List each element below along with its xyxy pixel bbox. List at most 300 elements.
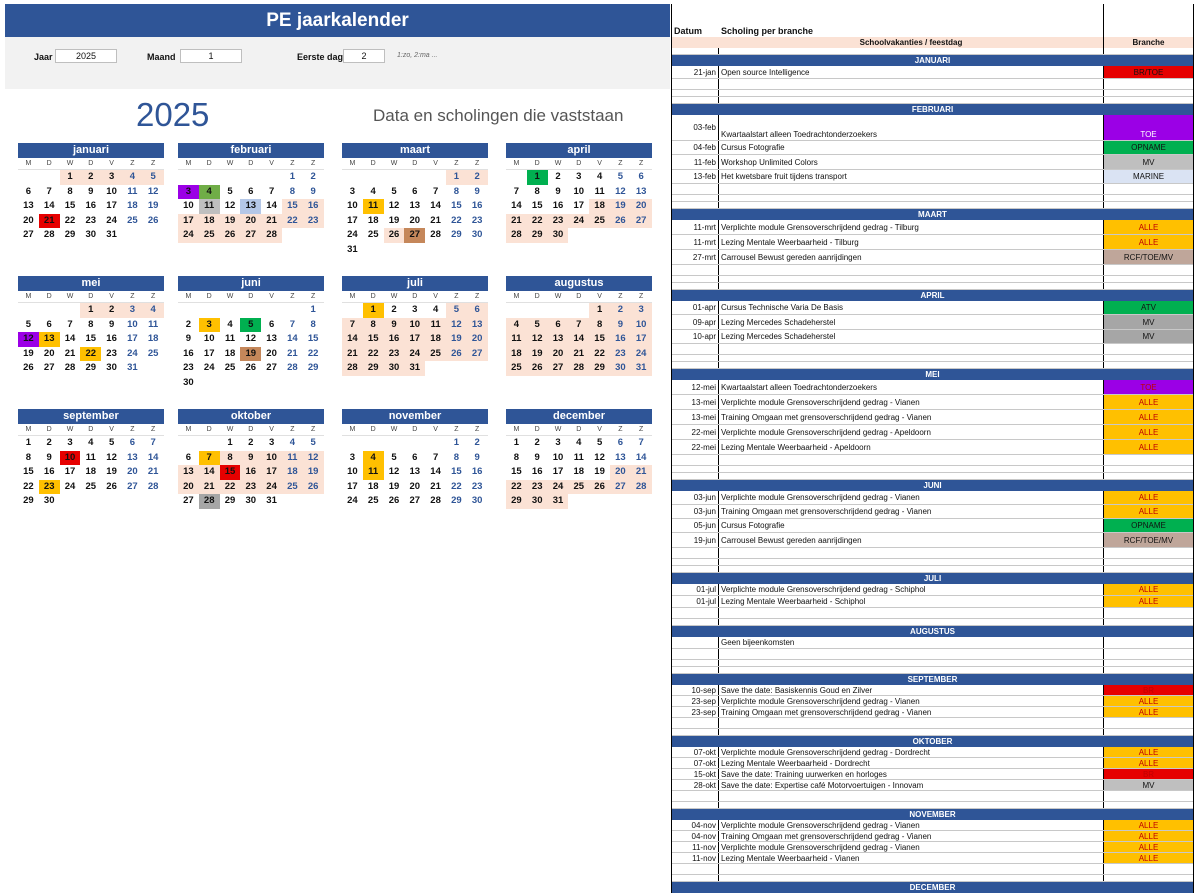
day-cell[interactable]: 24 [347,495,358,507]
day-cell[interactable]: 17 [552,466,564,478]
day-cell[interactable]: 15 [589,332,610,347]
day-cell[interactable]: 13 [240,199,261,214]
day-cell[interactable]: 9 [88,185,94,197]
table-row[interactable] [672,696,1193,707]
day-cell[interactable]: 23 [240,480,261,495]
day-cell[interactable]: 5 [310,437,316,448]
day-cell[interactable]: 26 [527,361,548,376]
table-row[interactable] [672,425,1193,440]
day-cell[interactable]: 21 [430,214,441,226]
day-cell[interactable]: 20 [266,347,277,359]
day-cell[interactable]: 27 [548,361,569,376]
day-cell[interactable]: 22 [220,480,241,495]
table-row[interactable] [672,831,1193,842]
day-cell[interactable]: 12 [245,333,257,345]
day-cell[interactable]: 3 [555,437,561,448]
day-cell[interactable]: 7 [432,451,439,463]
day-cell[interactable]: 3 [178,185,199,200]
day-cell[interactable]: 18 [85,466,97,478]
day-cell[interactable]: 1 [453,437,460,448]
day-cell[interactable]: 31 [548,494,569,509]
day-cell[interactable]: 21 [506,214,527,229]
day-cell[interactable]: 26 [23,362,34,374]
day-cell[interactable]: 17 [106,200,117,212]
table-row[interactable] [672,440,1193,455]
day-cell[interactable]: 6 [412,451,418,463]
day-cell[interactable]: 28 [261,228,282,243]
day-cell[interactable]: 12 [594,451,605,463]
day-cell[interactable]: 20 [610,465,631,480]
day-cell[interactable]: 3 [122,303,143,318]
day-cell[interactable]: 4 [506,318,527,333]
table-row[interactable] [672,820,1193,831]
day-cell[interactable]: 21 [147,466,159,478]
day-cell[interactable]: 11 [425,318,446,333]
table-row[interactable] [672,250,1193,265]
day-cell[interactable]: 28 [64,362,76,374]
day-cell[interactable]: 2 [555,171,561,182]
table-row[interactable] [672,780,1193,791]
day-cell[interactable]: 21 [261,214,282,229]
day-cell[interactable]: 14 [43,200,55,212]
day-cell[interactable]: 2 [101,303,122,318]
day-cell[interactable]: 6 [268,318,275,330]
day-cell[interactable]: 6 [617,437,624,448]
day-cell[interactable]: 1 [310,304,316,315]
day-cell[interactable]: 9 [474,451,480,463]
day-cell[interactable]: 1 [589,303,610,318]
day-cell[interactable]: 1 [527,170,548,185]
maand-input[interactable]: 1 [180,49,242,63]
day-cell[interactable]: 3 [101,170,122,185]
day-cell[interactable]: 5 [446,303,467,318]
day-cell[interactable]: 26 [303,480,324,495]
day-cell[interactable]: 30 [548,228,569,243]
day-cell[interactable]: 19 [527,347,548,362]
day-cell[interactable]: 2 [534,437,540,448]
day-cell[interactable]: 26 [220,228,241,243]
day-cell[interactable]: 5 [391,451,397,463]
day-cell[interactable]: 10 [347,200,358,212]
day-cell[interactable]: 1 [289,171,296,182]
day-cell[interactable]: 28 [199,494,220,509]
day-cell[interactable]: 20 [409,480,421,492]
day-cell[interactable]: 29 [224,495,236,507]
day-cell[interactable]: 24 [347,229,358,241]
day-cell[interactable]: 29 [307,362,319,374]
day-cell[interactable]: 14 [287,333,298,345]
day-cell[interactable]: 16 [183,347,194,359]
day-cell[interactable]: 4 [122,170,143,185]
day-cell[interactable]: 9 [384,318,405,333]
day-cell[interactable]: 12 [224,200,236,212]
day-cell[interactable]: 11 [148,318,159,330]
day-cell[interactable]: 28 [342,361,363,376]
day-cell[interactable]: 25 [568,480,589,495]
day-cell[interactable]: 1 [25,437,32,448]
day-cell[interactable]: 24 [178,228,199,243]
day-cell[interactable]: 4 [88,437,94,448]
day-cell[interactable]: 13 [127,451,138,463]
day-cell[interactable]: 30 [183,376,194,388]
day-cell[interactable]: 12 [388,466,400,478]
day-cell[interactable]: 5 [527,318,548,333]
table-row[interactable] [672,115,1193,141]
day-cell[interactable]: 21 [199,480,220,495]
day-cell[interactable]: 25 [224,362,236,374]
day-cell[interactable]: 14 [266,200,277,212]
day-cell[interactable]: 21 [430,480,441,492]
day-cell[interactable]: 11 [506,332,527,347]
day-cell[interactable]: 3 [576,171,582,182]
day-cell[interactable]: 29 [527,228,548,243]
day-cell[interactable]: 4 [596,171,603,182]
day-cell[interactable]: 30 [527,494,548,509]
day-cell[interactable]: 3 [631,303,652,318]
day-cell[interactable]: 23 [471,214,483,226]
day-cell[interactable]: 9 [310,185,316,197]
day-cell[interactable]: 18 [573,466,585,478]
day-cell[interactable]: 21 [64,347,76,359]
day-cell[interactable]: 10 [552,451,564,463]
day-cell[interactable]: 23 [527,480,548,495]
day-cell[interactable]: 26 [245,362,257,374]
day-cell[interactable]: 10 [347,466,358,478]
day-cell[interactable]: 8 [513,451,520,463]
day-cell[interactable]: 14 [430,200,441,212]
day-cell[interactable]: 24 [404,347,425,362]
day-cell[interactable]: 12 [106,451,117,463]
day-cell[interactable]: 3 [268,437,275,448]
day-cell[interactable]: 6 [548,318,569,333]
day-cell[interactable]: 29 [589,361,610,376]
day-cell[interactable]: 24 [127,347,138,359]
day-cell[interactable]: 3 [349,451,356,463]
day-cell[interactable]: 9 [534,451,540,463]
day-cell[interactable]: 10 [404,318,425,333]
day-cell[interactable]: 7 [150,437,156,448]
day-cell[interactable]: 18 [367,480,379,492]
day-cell[interactable]: 8 [25,451,32,463]
day-cell[interactable]: 18 [425,332,446,347]
day-cell[interactable]: 28 [147,480,159,492]
day-cell[interactable]: 14 [568,332,589,347]
day-cell[interactable]: 9 [610,318,631,333]
day-cell[interactable]: 22 [23,480,34,492]
day-cell[interactable]: 22 [506,480,527,495]
table-row[interactable] [672,235,1193,250]
day-cell[interactable]: 28 [568,361,589,376]
table-row[interactable] [672,707,1193,718]
day-cell[interactable]: 6 [467,303,488,318]
day-cell[interactable]: 23 [85,214,97,226]
day-cell[interactable]: 13 [409,466,421,478]
day-cell[interactable]: 14 [511,200,522,212]
day-cell[interactable]: 13 [23,200,34,212]
day-cell[interactable]: 5 [391,185,397,197]
day-cell[interactable]: 18 [199,214,220,229]
day-cell[interactable]: 27 [467,347,488,362]
day-cell[interactable]: 20 [43,347,55,359]
day-cell[interactable]: 8 [453,185,460,197]
table-row[interactable] [672,491,1193,505]
day-cell[interactable]: 10 [631,318,652,333]
day-cell[interactable]: 21 [39,214,60,229]
day-cell[interactable]: 17 [631,332,652,347]
day-cell[interactable]: 29 [451,229,462,241]
day-cell[interactable]: 20 [631,199,652,214]
day-cell[interactable]: 14 [635,451,647,463]
day-cell[interactable]: 15 [85,333,97,345]
day-cell[interactable]: 15 [282,199,303,214]
day-cell[interactable]: 11 [127,185,138,197]
day-cell[interactable]: 8 [67,185,73,197]
table-row[interactable] [672,842,1193,853]
table-row[interactable] [672,330,1193,344]
day-cell[interactable]: 27 [23,229,34,241]
day-cell[interactable]: 7 [432,185,439,197]
day-cell[interactable]: 27 [183,495,194,507]
day-cell[interactable]: 9 [555,185,561,197]
day-cell[interactable]: 5 [143,170,164,185]
day-cell[interactable]: 7 [46,185,52,197]
day-cell[interactable]: 12 [615,185,626,197]
day-cell[interactable]: 5 [25,318,32,330]
day-cell[interactable]: 8 [363,318,384,333]
day-cell[interactable]: 18 [127,200,138,212]
day-cell[interactable]: 15 [531,200,543,212]
day-cell[interactable]: 10 [573,185,585,197]
day-cell[interactable]: 16 [471,200,483,212]
table-row[interactable] [672,410,1193,425]
day-cell[interactable]: 8 [310,318,316,330]
day-cell[interactable]: 16 [303,199,324,214]
day-cell[interactable]: 10 [261,451,282,466]
table-row[interactable] [672,220,1193,235]
day-cell[interactable]: 24 [548,480,569,495]
day-cell[interactable]: 26 [106,480,117,492]
day-cell[interactable]: 30 [106,362,117,374]
day-cell[interactable]: 26 [446,347,467,362]
day-cell[interactable]: 6 [25,185,32,197]
day-cell[interactable]: 14 [199,465,220,480]
day-cell[interactable]: 8 [289,185,296,197]
day-cell[interactable]: 16 [471,466,483,478]
day-cell[interactable]: 17 [64,466,76,478]
day-cell[interactable]: 17 [573,200,585,212]
day-cell[interactable]: 19 [303,465,324,480]
day-cell[interactable]: 2 [310,171,316,182]
day-cell[interactable]: 20 [127,466,138,478]
day-cell[interactable]: 19 [240,347,261,362]
day-cell[interactable]: 17 [203,347,215,359]
day-cell[interactable]: 15 [64,200,76,212]
day-cell[interactable]: 26 [388,495,400,507]
day-cell[interactable]: 11 [363,199,384,214]
day-cell[interactable]: 3 [412,304,418,315]
day-cell[interactable]: 19 [388,480,400,492]
table-row[interactable] [672,315,1193,330]
day-cell[interactable]: 15 [363,332,384,347]
day-cell[interactable]: 15 [23,466,34,478]
day-cell[interactable]: 5 [108,437,115,448]
day-cell[interactable]: 25 [367,495,379,507]
day-cell[interactable]: 27 [409,495,421,507]
day-cell[interactable]: 5 [227,185,233,197]
day-cell[interactable]: 1 [60,170,81,185]
day-cell[interactable]: 1 [227,437,233,448]
day-cell[interactable]: 29 [451,495,462,507]
day-cell[interactable]: 2 [467,170,488,185]
day-cell[interactable]: 16 [106,333,117,345]
day-cell[interactable]: 27 [127,480,138,492]
day-cell[interactable]: 13 [615,451,626,463]
day-cell[interactable]: 31 [106,229,117,241]
day-cell[interactable]: 20 [409,214,421,226]
day-cell[interactable]: 20 [23,214,34,226]
day-cell[interactable]: 18 [367,214,379,226]
day-cell[interactable]: 25 [127,214,138,226]
day-cell[interactable]: 26 [589,480,610,495]
table-row[interactable] [672,380,1193,395]
day-cell[interactable]: 30 [610,361,631,376]
day-cell[interactable]: 26 [147,214,159,226]
table-row[interactable] [672,596,1193,608]
table-row[interactable] [672,395,1193,410]
day-cell[interactable]: 1 [363,303,384,318]
day-cell[interactable]: 28 [430,495,441,507]
table-row[interactable] [672,301,1193,315]
day-cell[interactable]: 17 [347,480,358,492]
table-row[interactable] [672,505,1193,519]
table-row[interactable] [672,769,1193,780]
day-cell[interactable]: 6 [638,171,644,182]
day-cell[interactable]: 30 [471,495,483,507]
day-cell[interactable]: 16 [610,332,631,347]
jaar-input[interactable]: 2025 [55,49,117,63]
day-cell[interactable]: 17 [347,214,358,226]
day-cell[interactable]: 13 [409,200,421,212]
day-cell[interactable]: 22 [451,214,462,226]
day-cell[interactable]: 15 [511,466,522,478]
day-cell[interactable]: 7 [513,185,520,197]
day-cell[interactable]: 20 [467,332,488,347]
day-cell[interactable]: 20 [240,214,261,229]
day-cell[interactable]: 30 [43,495,55,507]
table-row[interactable] [672,584,1193,596]
day-cell[interactable]: 27 [43,362,55,374]
day-cell[interactable]: 21 [342,347,363,362]
day-cell[interactable]: 14 [147,451,159,463]
day-cell[interactable]: 16 [240,465,261,480]
day-cell[interactable]: 30 [471,229,483,241]
day-cell[interactable]: 25 [425,347,446,362]
day-cell[interactable]: 3 [67,437,73,448]
day-cell[interactable]: 6 [248,185,254,197]
day-cell[interactable]: 23 [610,347,631,362]
day-cell[interactable]: 2 [474,437,480,448]
day-cell[interactable]: 22 [80,347,101,362]
day-cell[interactable]: 19 [106,466,117,478]
day-cell[interactable]: 18 [589,199,610,214]
day-cell[interactable]: 25 [367,229,379,241]
day-cell[interactable]: 29 [23,495,34,507]
day-cell[interactable]: 8 [220,451,241,466]
table-row[interactable] [672,519,1193,533]
day-cell[interactable]: 28 [506,228,527,243]
day-cell[interactable]: 7 [268,185,275,197]
day-cell[interactable]: 23 [548,214,569,229]
day-cell[interactable]: 7 [289,318,296,330]
day-cell[interactable]: 1 [80,303,101,318]
table-row[interactable] [672,66,1193,79]
table-row[interactable] [672,685,1193,696]
day-cell[interactable]: 12 [18,332,39,347]
day-cell[interactable]: 26 [610,214,631,229]
day-cell[interactable]: 22 [451,480,462,492]
day-cell[interactable]: 19 [594,466,605,478]
day-cell[interactable]: 11 [594,185,605,197]
table-row[interactable] [672,155,1193,170]
day-cell[interactable]: 31 [404,361,425,376]
day-cell[interactable]: 22 [589,347,610,362]
table-row[interactable] [672,637,1193,649]
day-cell[interactable]: 16 [43,466,55,478]
day-cell[interactable]: 19 [610,199,631,214]
day-cell[interactable]: 29 [85,362,97,374]
day-cell[interactable]: 24 [631,347,652,362]
day-cell[interactable]: 29 [64,229,76,241]
day-cell[interactable]: 7 [199,451,220,466]
day-cell[interactable]: 3 [199,318,220,333]
day-cell[interactable]: 18 [147,333,159,345]
day-cell[interactable]: 12 [303,451,324,466]
day-cell[interactable]: 12 [446,318,467,333]
day-cell[interactable]: 13 [178,465,199,480]
day-cell[interactable]: 10 [127,318,138,330]
day-cell[interactable]: 21 [287,347,298,359]
day-cell[interactable]: 18 [506,347,527,362]
day-cell[interactable]: 31 [347,243,358,255]
day-cell[interactable]: 13 [467,318,488,333]
day-cell[interactable]: 18 [224,347,236,359]
day-cell[interactable]: 31 [127,362,138,374]
day-cell[interactable]: 11 [199,199,220,214]
day-cell[interactable]: 27 [610,480,631,495]
day-cell[interactable]: 19 [388,214,400,226]
day-cell[interactable]: 23 [471,480,483,492]
day-cell[interactable]: 21 [568,347,589,362]
table-row[interactable] [672,170,1193,184]
day-cell[interactable]: 19 [147,200,159,212]
day-cell[interactable]: 28 [287,362,298,374]
day-cell[interactable]: 8 [88,318,94,330]
day-cell[interactable]: 28 [631,480,652,495]
day-cell[interactable]: 26 [384,228,405,243]
day-cell[interactable]: 1 [513,437,520,448]
day-cell[interactable]: 4 [143,303,164,318]
day-cell[interactable]: 5 [596,437,603,448]
day-cell[interactable]: 6 [46,318,52,330]
table-row[interactable] [672,141,1193,155]
day-cell[interactable]: 10 [203,333,215,345]
day-cell[interactable]: 7 [342,318,363,333]
day-cell[interactable]: 9 [240,451,261,466]
day-cell[interactable]: 4 [576,437,582,448]
day-cell[interactable]: 25 [147,347,159,359]
day-cell[interactable]: 7 [67,318,73,330]
day-cell[interactable]: 8 [534,185,540,197]
